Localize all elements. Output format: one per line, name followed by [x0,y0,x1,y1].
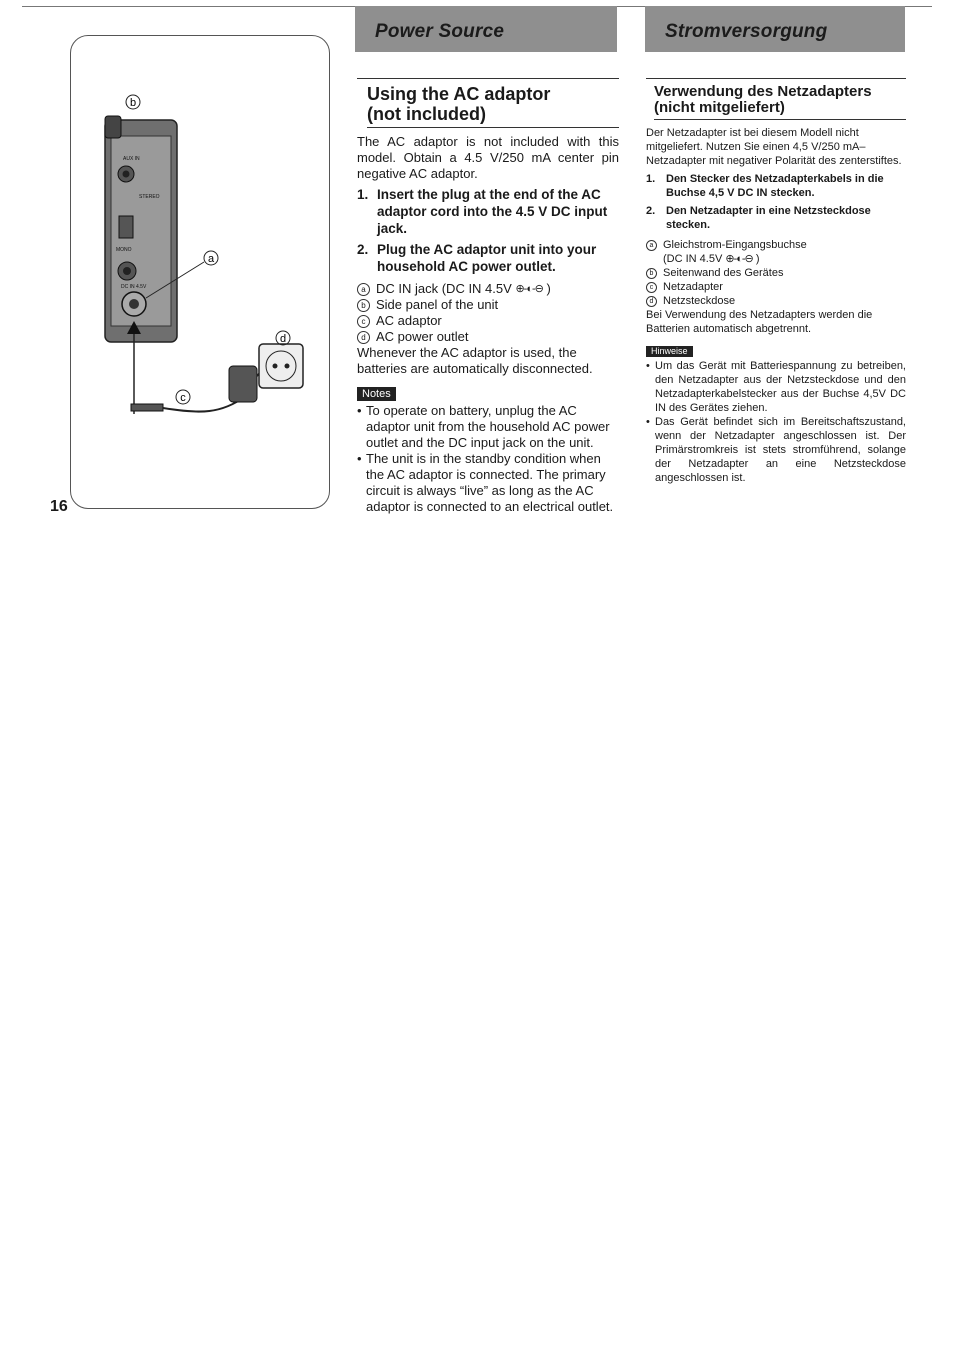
note-en-1 [357,403,619,451]
figure-frame [70,35,330,509]
legend-item [357,329,619,345]
banner-power-source [355,6,617,52]
column-german [646,78,906,485]
label-a: a [207,253,215,265]
note-text: Um das Gerät mit Batteriespannung zu betreiben, den Netzadapter aus der Netzsteckdose und den Netzadapterkabelstecker aus der Buchse 4,5V DC IN des Gerätes ziehen. [655,360,906,414]
legend-item [646,238,906,252]
jack-label-dcin: DC IN 4.5V [121,284,147,290]
legend-text: DC IN jack (DC IN 4.5V [376,281,512,296]
page-number: 16 [50,498,68,515]
step-text: Den Netzadapter in eine Netzsteckdose stecken. [666,205,871,231]
step-de-1 [646,172,906,200]
bullet-icon: • [646,416,650,428]
banner-de-text: Stromversorgung [665,21,828,42]
adaptor-icon [229,366,257,402]
column-english [357,78,619,515]
legend-marker-d: d [646,296,657,307]
legend-item [646,294,906,308]
jack-label-mono: MONO [116,247,132,253]
step-number: 2. [646,205,656,217]
step-number: 1. [646,173,656,185]
note-en-2 [357,451,619,515]
legend-text: (DC IN 4.5V [663,253,723,265]
legend-de [646,238,906,308]
after-text-de: Bei Verwendung des Netzadapters werden die Batterien automatisch abgetrennt. [646,309,873,335]
step-number: 1. [357,187,369,202]
legend-marker-a: a [646,240,657,251]
heading-de-line2: (nicht mitgeliefert) [654,99,785,116]
jack-label-stereo: STEREO [139,194,160,200]
step-text: Insert the plug at the end of the AC adaptor cord into the 4.5 V DC input jack. [377,187,608,236]
intro-de: Der Netzadapter ist bei diesem Modell nicht mitgeliefert. Nutzen Sie einen 4,5 V/250 mA–Netzadapter mit negativer Polarität des zenterstiftes. [646,127,902,167]
hinweise-badge: Hinweise [646,346,693,357]
step-en-1 [357,186,619,237]
heading-en-line1: Using the AC adaptor [367,84,551,104]
legend-item [646,280,906,294]
banner-en-text: Power Source [375,21,505,42]
note-de-1 [646,359,906,415]
legend-marker-c: c [357,315,370,328]
note-text: Das Gerät befindet sich im Bereitschaftszustand, wenn der Netzadapter angeschlossen ist. Der Primärstromkreis ist stets stromführend, solange der Netzadapter an eine Netzsteckdose angeschlossen ist. [655,416,906,484]
legend-suffix: ) [755,253,760,265]
legend-item [357,281,619,297]
legend-text: Netzadapter [663,281,723,293]
step-text: Den Stecker des Netzadapterkabels in die Buchse 4,5 V DC IN stecken. [666,173,884,199]
jack-label-aux: AUX IN [123,156,140,162]
heading-en [367,84,619,128]
legend-text: Netzsteckdose [663,295,736,307]
legend-marker-c: c [646,282,657,293]
bullet-icon: • [357,403,362,418]
legend-marker-b: b [646,268,657,279]
legend-text: Gleichstrom-Eingangsbuchse [663,239,807,251]
legend-text: AC adaptor [376,313,442,328]
legend-marker-d: d [357,331,370,344]
heading-rule [646,78,906,79]
banner-stromversorgung [645,6,905,52]
polarity-icon: ⊕-◐-⊖ [515,283,543,295]
legend-item [357,313,619,329]
step-text: Plug the AC adaptor unit into your household AC power outlet. [377,242,597,274]
label-b: b [129,97,137,109]
bullet-icon: • [357,451,362,466]
legend-text: AC power outlet [376,329,469,344]
legend-marker-b: b [357,299,370,312]
device-clip-icon [105,116,121,138]
after-text-en: Whenever the AC adaptor is used, the batteries are automatically disconnected. [357,345,593,376]
step-number: 2. [357,242,369,257]
heading-de [654,84,906,120]
label-d: d [279,333,287,345]
legend-item [646,266,906,280]
step-en-2 [357,241,619,275]
note-de-2 [646,415,906,485]
legend-en [357,281,619,345]
legend-item [646,252,906,266]
legend-text: Seitenwand des Gerätes [663,267,784,279]
ac-adaptor-illustration [71,36,329,508]
notes-badge: Notes [357,387,396,401]
note-text: The unit is in the standby condition when the AC adaptor is connected. The primary circuit is always “live” as long as the AC adaptor is connected to an electrical outlet. [366,451,614,514]
legend-item [357,297,619,313]
heading-en-line2: (not included) [367,104,486,124]
bullet-icon: • [646,360,650,372]
note-text: To operate on battery, unplug the AC adaptor unit from the household AC power outlet and the DC input jack on the unit. [366,403,610,450]
intro-en: The AC adaptor is not included with this model. Obtain a 4.5 V/250 mA center pin negative AC adaptor. [357,134,619,181]
legend-text: Side panel of the unit [376,297,499,312]
legend-suffix: ) [546,281,551,296]
heading-rule [357,78,619,79]
stereo-switch-icon [119,216,133,238]
legend-marker-a: a [357,283,370,296]
heading-de-line1: Verwendung des Netzadapters [654,83,872,100]
polarity-icon: ⊕-◐-⊖ [725,253,753,265]
label-c: c [180,392,186,404]
step-de-2 [646,204,906,232]
